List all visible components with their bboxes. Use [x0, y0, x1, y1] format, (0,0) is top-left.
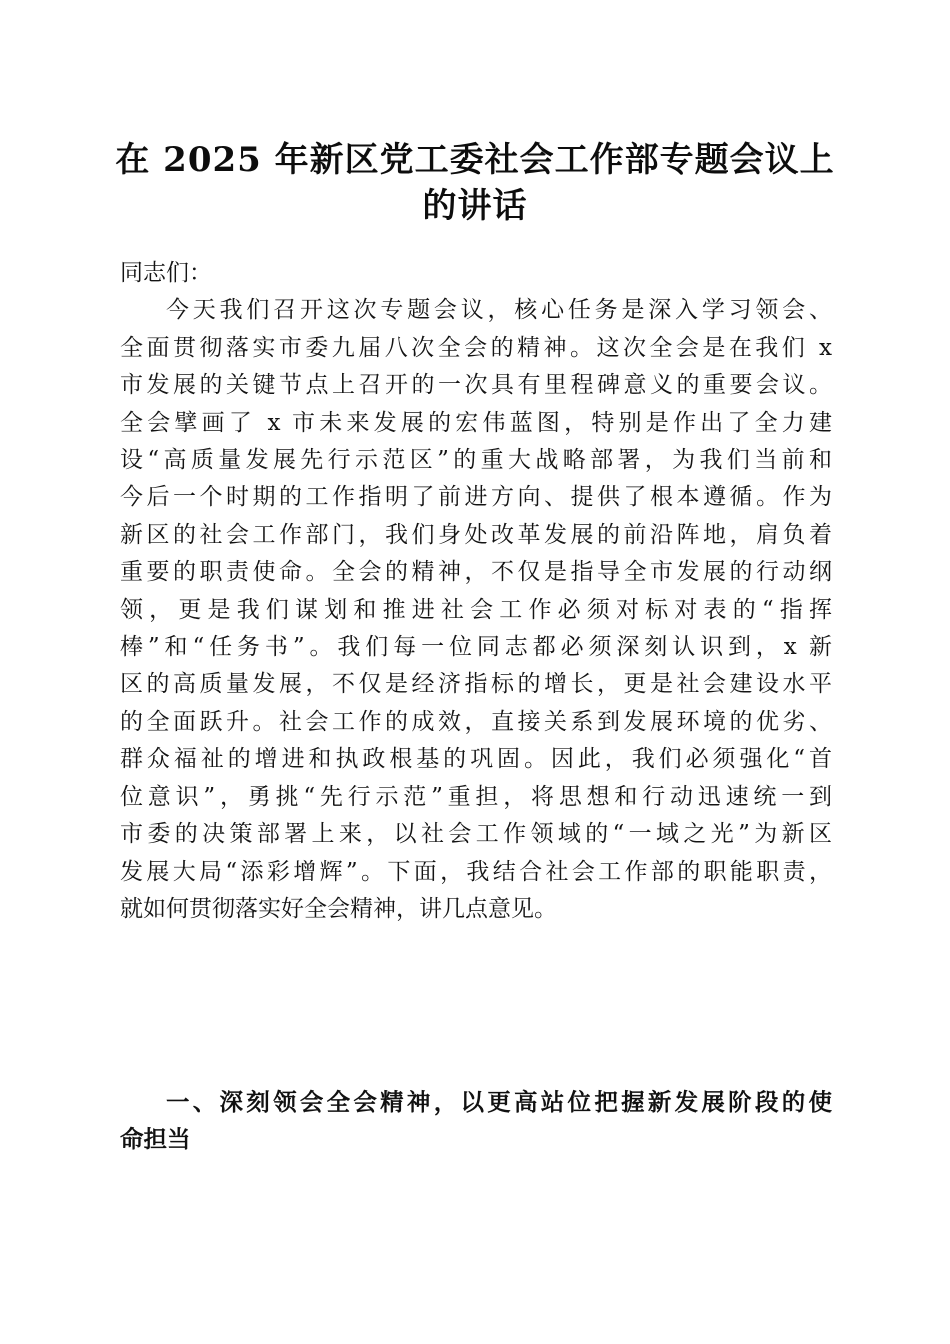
paragraph-line: 领，更是我们谋划和推进社会工作必须对标对表的“指挥 — [120, 596, 832, 623]
section-heading — [120, 1084, 832, 1159]
paragraph-line: 今天我们召开这次专题会议，核心任务是深入学习领会、 — [166, 297, 832, 324]
paragraph-line: 区的高质量发展，不仅是经济指标的增长，更是社会建设水平 — [120, 671, 832, 698]
heading-line: 一、深刻领会全会精神，以更高站位把握新发展阶段的使 — [166, 1088, 832, 1116]
paragraph-line: 棒”和“任务书”。我们每一位同志都必须深刻认识到，x 新 — [120, 634, 832, 661]
paragraph-line: 重要的职责使命。全会的精神，不仅是指导全市发展的行动纲 — [120, 559, 832, 586]
paragraph-line: 群众福祉的增进和执政根基的巩固。因此，我们必须强化“首 — [120, 746, 832, 773]
heading-line: 命担当 — [120, 1125, 191, 1154]
intro-paragraph — [120, 292, 832, 928]
paragraph-line: 发展大局“添彩增辉”。下面，我结合社会工作部的职能职责， — [120, 858, 832, 885]
paragraph-line: 就如何贯彻落实好全会精神，讲几点意见。 — [120, 895, 557, 922]
title-line: 在 2025 年新区党工委社会工作部专题会议上 — [115, 140, 835, 180]
paragraph-line: 市委的决策部署上来，以社会工作领域的“一域之光”为新区 — [120, 821, 832, 848]
paragraph-line: 全面贯彻落实市委九届八次全会的精神。这次全会是在我们 x — [120, 334, 832, 361]
title-line: 的讲话 — [422, 186, 528, 226]
paragraph-line: 新区的社会工作部门，我们身处改革发展的前沿阵地，肩负着 — [120, 521, 832, 548]
paragraph-line: 今后一个时期的工作指明了前进方向、提供了根本遵循。作为 — [120, 484, 832, 511]
paragraph-line: 设“高质量发展先行示范区”的重大战略部署，为我们当前和 — [120, 447, 832, 474]
paragraph-line: 位意识”，勇挑“先行示范”重担，将思想和行动迅速统一到 — [120, 783, 832, 810]
document-body — [120, 255, 832, 928]
paragraph-line: 全会擘画了 x 市未来发展的宏伟蓝图，特别是作出了全力建 — [120, 409, 832, 436]
paragraph-line: 的全面跃升。社会工作的成效，直接关系到发展环境的优劣、 — [120, 708, 832, 735]
document-title — [100, 137, 850, 229]
paragraph-line: 市发展的关键节点上召开的一次具有里程碑意义的重要会议。 — [120, 372, 832, 399]
greeting: 同志们： — [120, 260, 212, 286]
